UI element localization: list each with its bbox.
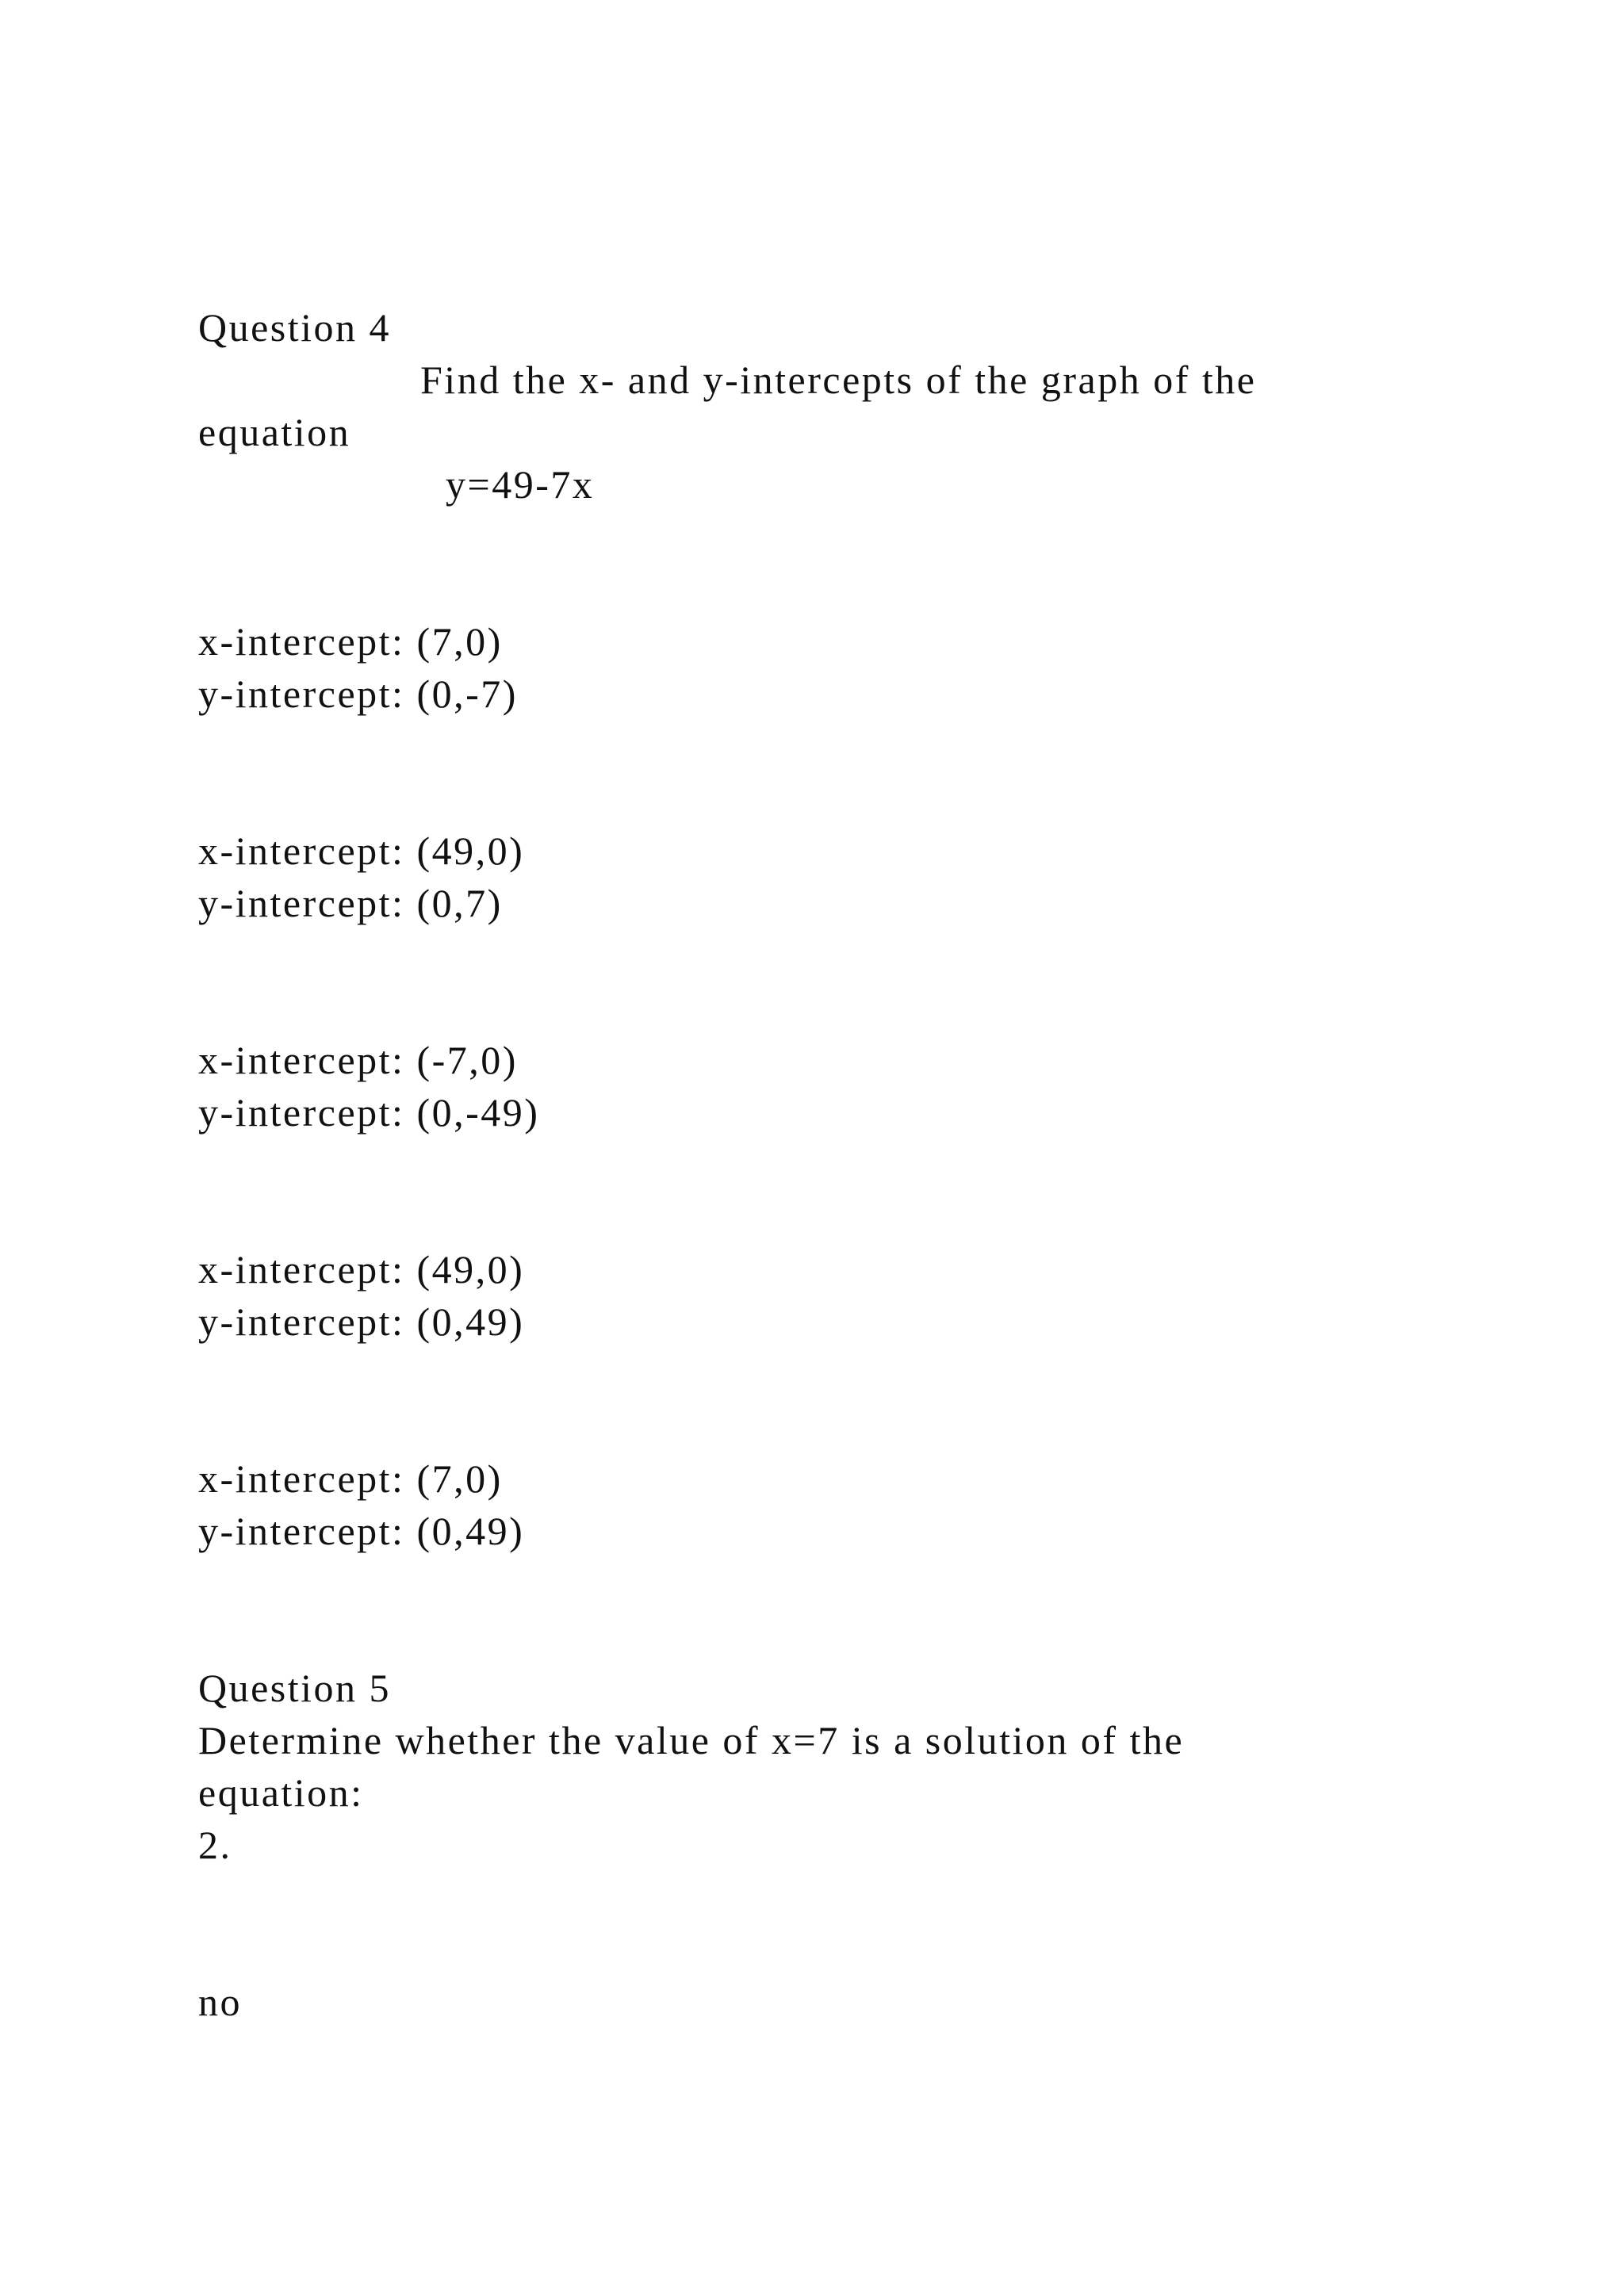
question-4-equation: y=49-7x <box>446 462 595 507</box>
option-4-x-intercept: x-intercept: (49,0) <box>198 1247 525 1292</box>
question-5-equation: 2. <box>198 1823 232 1867</box>
option-5-y-intercept: y-intercept: (0,49) <box>198 1509 525 1553</box>
question-5-prompt-continued: equation: <box>198 1770 364 1815</box>
question-5-answer-option: no <box>198 1980 242 2024</box>
option-5-x-intercept: x-intercept: (7,0) <box>198 1456 503 1501</box>
option-2-x-intercept: x-intercept: (49,0) <box>198 828 525 873</box>
question-4-prompt: Find the x- and y-intercepts of the graph of the <box>420 358 1257 402</box>
option-1-y-intercept: y-intercept: (0,-7) <box>198 672 518 716</box>
question-5-prompt: Determine whether the value of x=7 is a solution of the <box>198 1718 1185 1762</box>
option-2-y-intercept: y-intercept: (0,7) <box>198 881 503 925</box>
question-5-heading: Question 5 <box>198 1666 392 1710</box>
option-1-x-intercept: x-intercept: (7,0) <box>198 619 503 664</box>
question-4-prompt-continued: equation <box>198 410 351 454</box>
option-3-y-intercept: y-intercept: (0,-49) <box>198 1090 540 1135</box>
option-4-y-intercept: y-intercept: (0,49) <box>198 1299 525 1344</box>
option-3-x-intercept: x-intercept: (-7,0) <box>198 1038 518 1082</box>
question-4-heading: Question 4 <box>198 305 392 350</box>
